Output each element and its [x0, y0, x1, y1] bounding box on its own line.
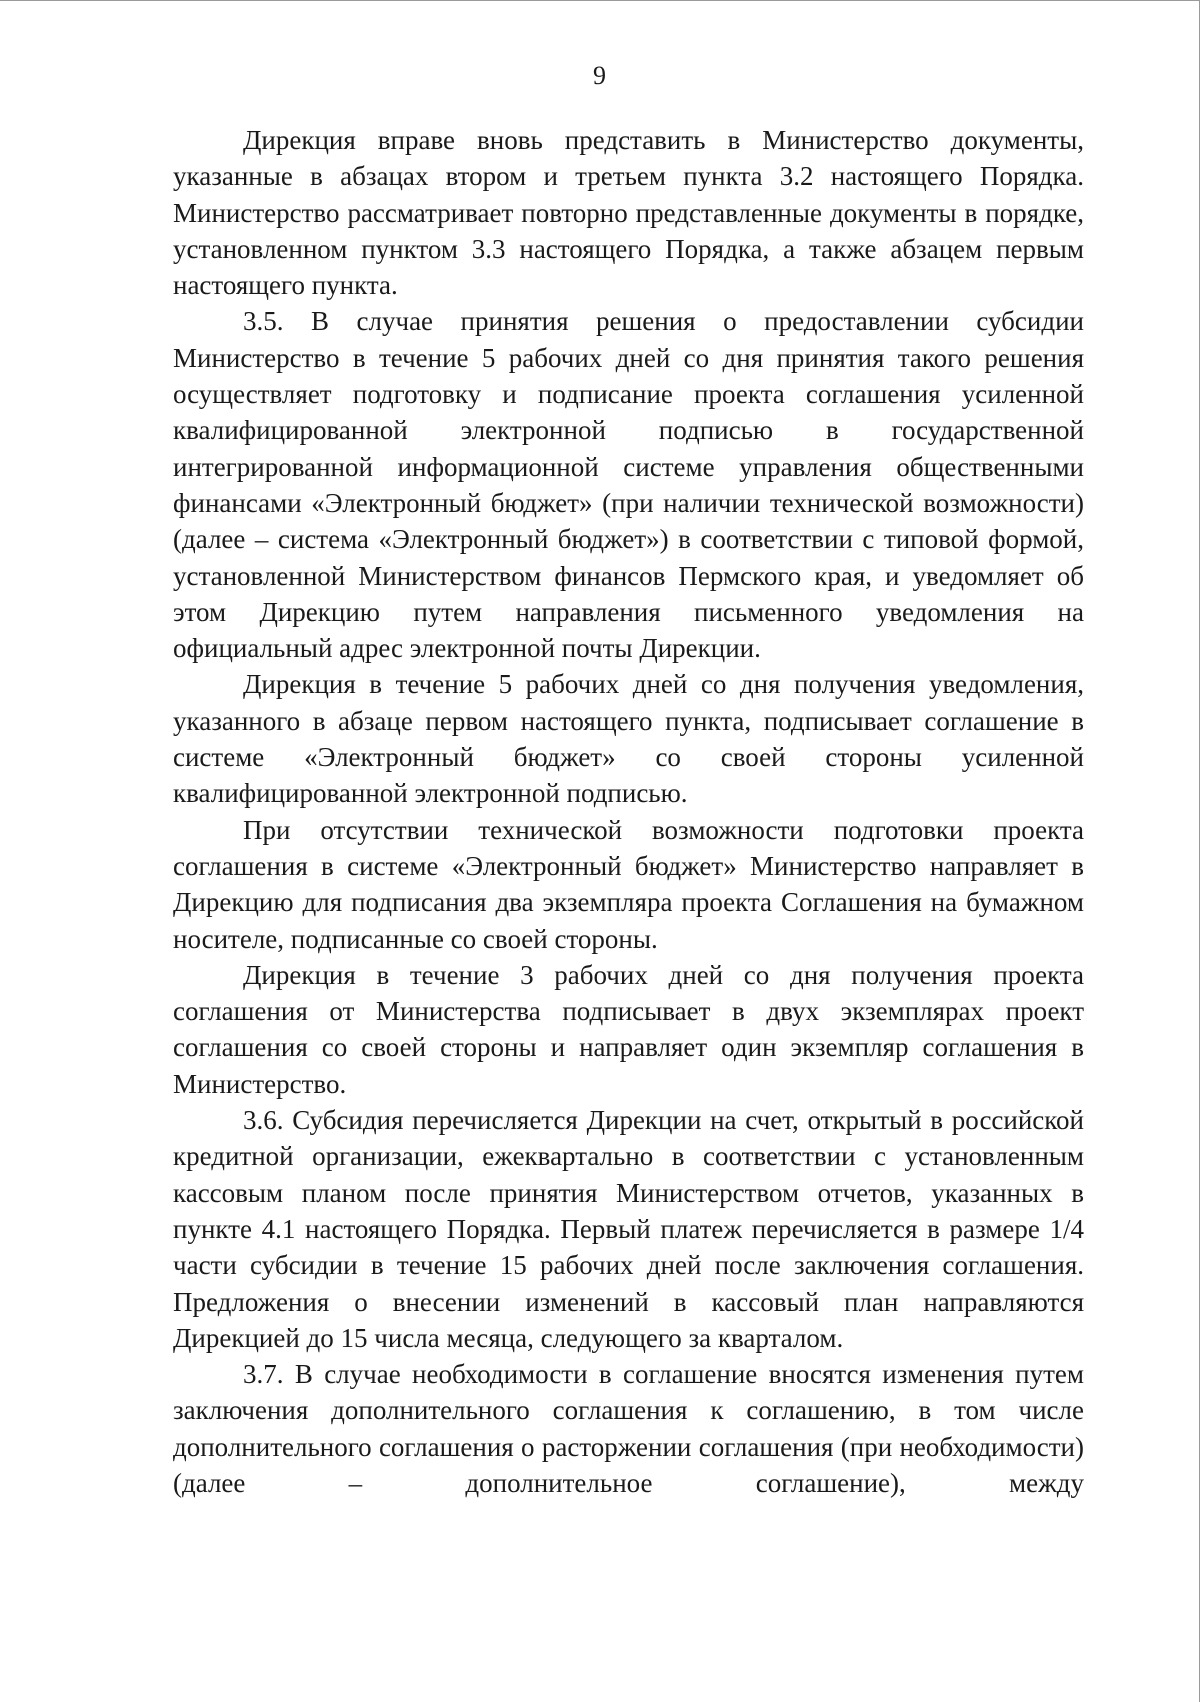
paragraph-paper-copies: При отсутствии технической возможности подготовки проекта соглашения в системе «Электронный бюджет» Министерство направляет в Дирекцию для подписания два экземпляра проекта Соглашения на бумажном носителе, подписанные со своей стороны.	[173, 814, 1084, 954]
paragraph-directorate-signing: Дирекция в течение 5 рабочих дней со дня получения уведомления, указанного в абзаце первом настоящего пункта, подписывает соглашение в системе «Электронный бюджет» со своей стороны усиленной квалифицированной электронной подписью.	[173, 669, 1084, 809]
page-number: 9	[593, 61, 606, 90]
paragraph-3-6: 3.6. Субсидия перечисляется Дирекции на счет, открытый в российской кредитной организации, ежеквартально в соответствии с установленным кассовым планом после принятия Министерством отчетов, указанных в пункте 4.1 настоящего Порядка. Первый платеж перечисляется в размере 1/4 части субсидии в течение 15 рабочих дней после заключения соглашения. Предложения о внесении изменений в кассовый план направляются Дирекцией до 15 числа месяца, следующего за кварталом.	[173, 1105, 1084, 1353]
paragraph-resubmission: Дирекция вправе вновь представить в Министерство документы, указанные в абзацах втором и третьем пункта 3.2 настоящего Порядка. Министерство рассматривает повторно представленные документы в порядке, установленном пунктом 3.3 настоящего Порядка, а также абзацем первым настоящего пункта.	[173, 125, 1084, 301]
paragraph-3-7: 3.7. В случае необходимости в соглашение вносятся изменения путем заключения дополнительного соглашения к соглашению, в том числе дополнительного соглашения о расторжении соглашения (при необходимости) (далее – дополнительное соглашение), между	[173, 1359, 1084, 1498]
paragraph-3-5: 3.5. В случае принятия решения о предоставлении субсидии Министерство в течение 5 рабочих дней со дня принятия такого решения осуществляет подготовку и подписание проекта соглашения усиленной квалифицированной электронной подписью в государственной интегрированной информационной системе управления общественными финансами «Электронный бюджет» (при наличии технической возможности) (далее – система «Электронный бюджет») в соответствии с типовой формой, установленной Министерством финансов Пермского края, и уведомляет об этом Дирекцию путем направления письменного уведомления на официальный адрес электронной почты Дирекции.	[173, 306, 1084, 664]
document-body	[173, 122, 1084, 1501]
paragraph-directorate-return: Дирекция в течение 3 рабочих дней со дня получения проекта соглашения от Министерства подписывает в двух экземплярах проект соглашения со своей стороны и направляет один экземпляр соглашения в Министерство.	[173, 959, 1084, 1099]
